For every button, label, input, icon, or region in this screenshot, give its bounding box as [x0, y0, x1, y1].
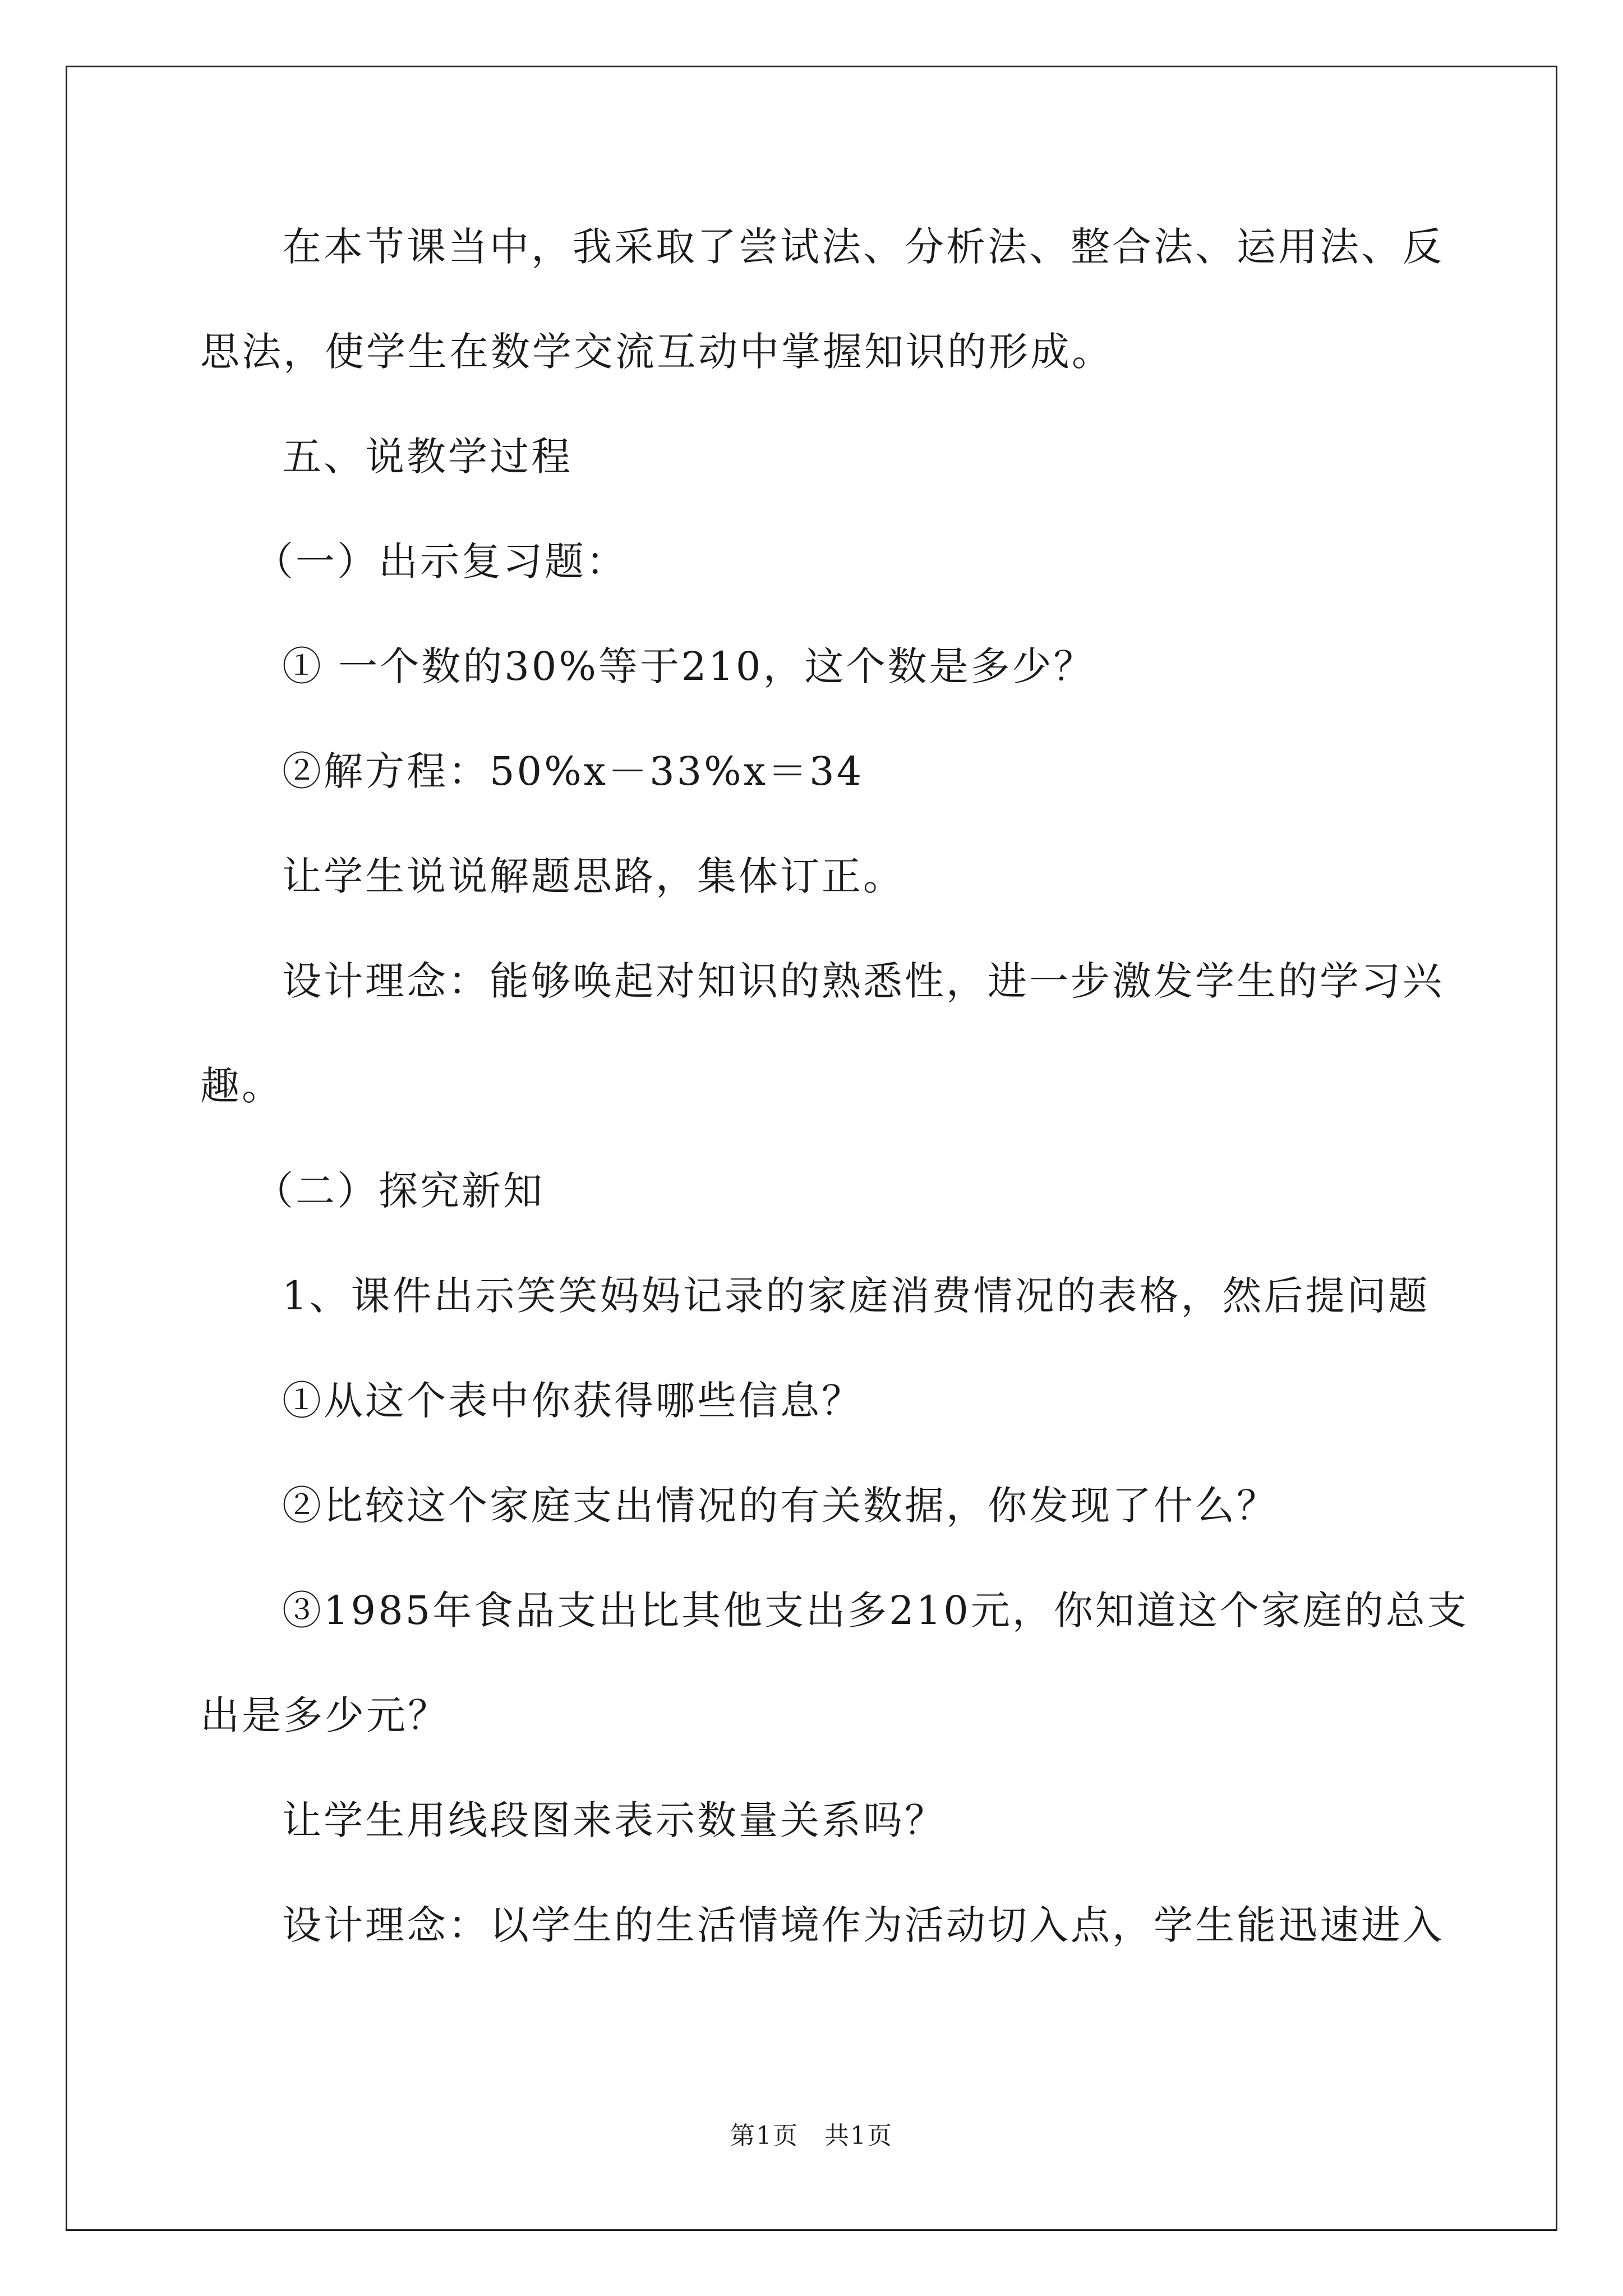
paragraph-line: 趣。 — [200, 1063, 283, 1109]
paragraph-line: 设计理念：以学生的生活情境作为活动切入点，学生能迅速进入 — [282, 1902, 1444, 1948]
subsection-heading: （一）出示复习题： — [254, 539, 628, 585]
question-line: ③1985年食品支出比其他支出多210元，你知道这个家庭的总支 — [282, 1588, 1469, 1634]
section-heading: 五、说教学过程 — [282, 434, 573, 480]
question-line: ① 一个数的30%等于210，这个数是多少？ — [282, 643, 1095, 689]
subsection-heading: （二）探究新知 — [254, 1168, 545, 1214]
question-line: 出是多少元？ — [200, 1692, 449, 1738]
question-line: ②解方程：50%x－33%x＝34 — [282, 748, 864, 794]
paragraph-line: 1、课件出示笑笑妈妈记录的家庭消费情况的表格，然后提问题 — [282, 1273, 1430, 1319]
page-footer: 第1页 共1页 — [730, 2122, 893, 2150]
question-line: ①从这个表中你获得哪些信息？ — [282, 1378, 863, 1424]
question-line: ②比较这个家庭支出情况的有关数据，你发现了什么？ — [282, 1483, 1278, 1529]
paragraph-line: 让学生说说解题思路，集体订正。 — [282, 853, 905, 899]
paragraph-line: 让学生用线段图来表示数量关系吗？ — [282, 1797, 946, 1843]
paragraph-line: 设计理念：能够唤起对知识的熟悉性，进一步激发学生的学习兴 — [282, 958, 1444, 1004]
paragraph-line: 思法，使学生在数学交流互动中掌握知识的形成。 — [200, 329, 1113, 375]
paragraph-line: 在本节课当中，我采取了尝试法、分析法、整合法、运用法、反 — [282, 224, 1444, 270]
